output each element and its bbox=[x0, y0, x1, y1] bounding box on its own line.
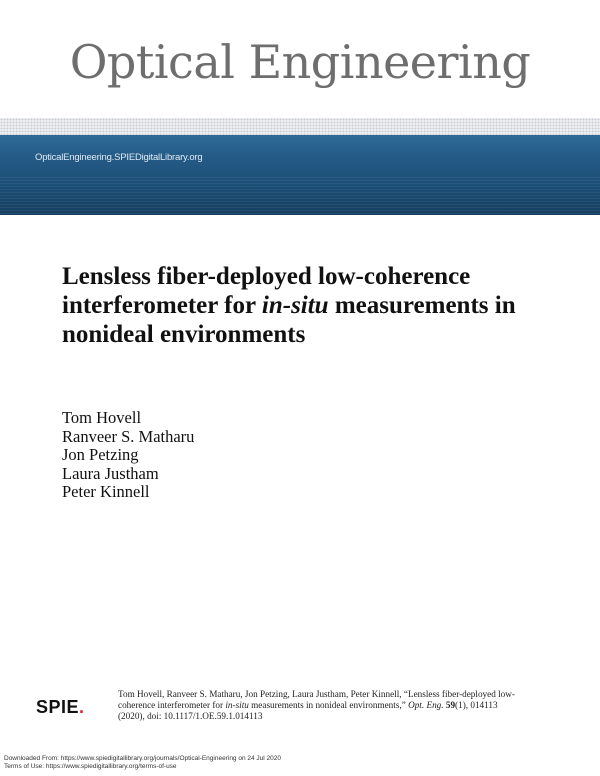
journal-url-link[interactable]: OpticalEngineering.SPIEDigitalLibrary.org bbox=[35, 152, 203, 163]
citation-journal: Opt. Eng. bbox=[408, 700, 444, 710]
spie-logo bbox=[36, 697, 85, 718]
article-title-part2: measurements in nonideal environments bbox=[62, 292, 516, 348]
downloaded-from-link[interactable]: Downloaded From: https://www.spiedigitallibrary.org/journals/Optical-Engineering on 24 Jul 2020 bbox=[4, 755, 281, 762]
journal-url-band bbox=[0, 135, 600, 215]
journal-header bbox=[0, 0, 600, 120]
article-title-part1: Lensless fiber-deployed low-coherence interferometer for bbox=[62, 263, 471, 319]
article-title bbox=[62, 262, 532, 349]
citation-title-end: measurements in nonideal environments,” bbox=[248, 700, 409, 710]
download-info bbox=[4, 755, 281, 771]
author-name: Ranveer S. Matharu bbox=[62, 426, 195, 446]
article-title-italic: in-situ bbox=[261, 292, 329, 319]
spie-logo-text: SPIE bbox=[36, 697, 80, 717]
header-dotted-band bbox=[0, 118, 600, 135]
spie-logo-dot: . bbox=[79, 697, 85, 717]
citation-authors-title: Tom Hovell, Ranveer S. Matharu, Jon Petzing, Laura Justham, Peter Kinnell, “Lensless fiber-deployed low-coherence interferometer for bbox=[118, 689, 515, 710]
author-list bbox=[62, 409, 194, 502]
citation-details: (1), 014113 (2020), doi: 10.1117/1.OE.59.1.014113 bbox=[118, 700, 498, 721]
author-name: Jon Petzing bbox=[62, 445, 139, 464]
citation-block bbox=[118, 689, 518, 722]
author-name: Laura Justham bbox=[62, 463, 159, 483]
author-name: Tom Hovell bbox=[62, 408, 142, 427]
citation-title-italic: in-situ bbox=[225, 700, 249, 710]
citation-volume: 59 bbox=[445, 700, 456, 710]
author-name: Peter Kinnell bbox=[62, 482, 150, 501]
terms-of-use-link[interactable]: Terms of Use: https://www.spiedigitallibrary.org/terms-of-use bbox=[4, 763, 177, 770]
journal-title: Optical Engineering bbox=[69, 35, 531, 89]
